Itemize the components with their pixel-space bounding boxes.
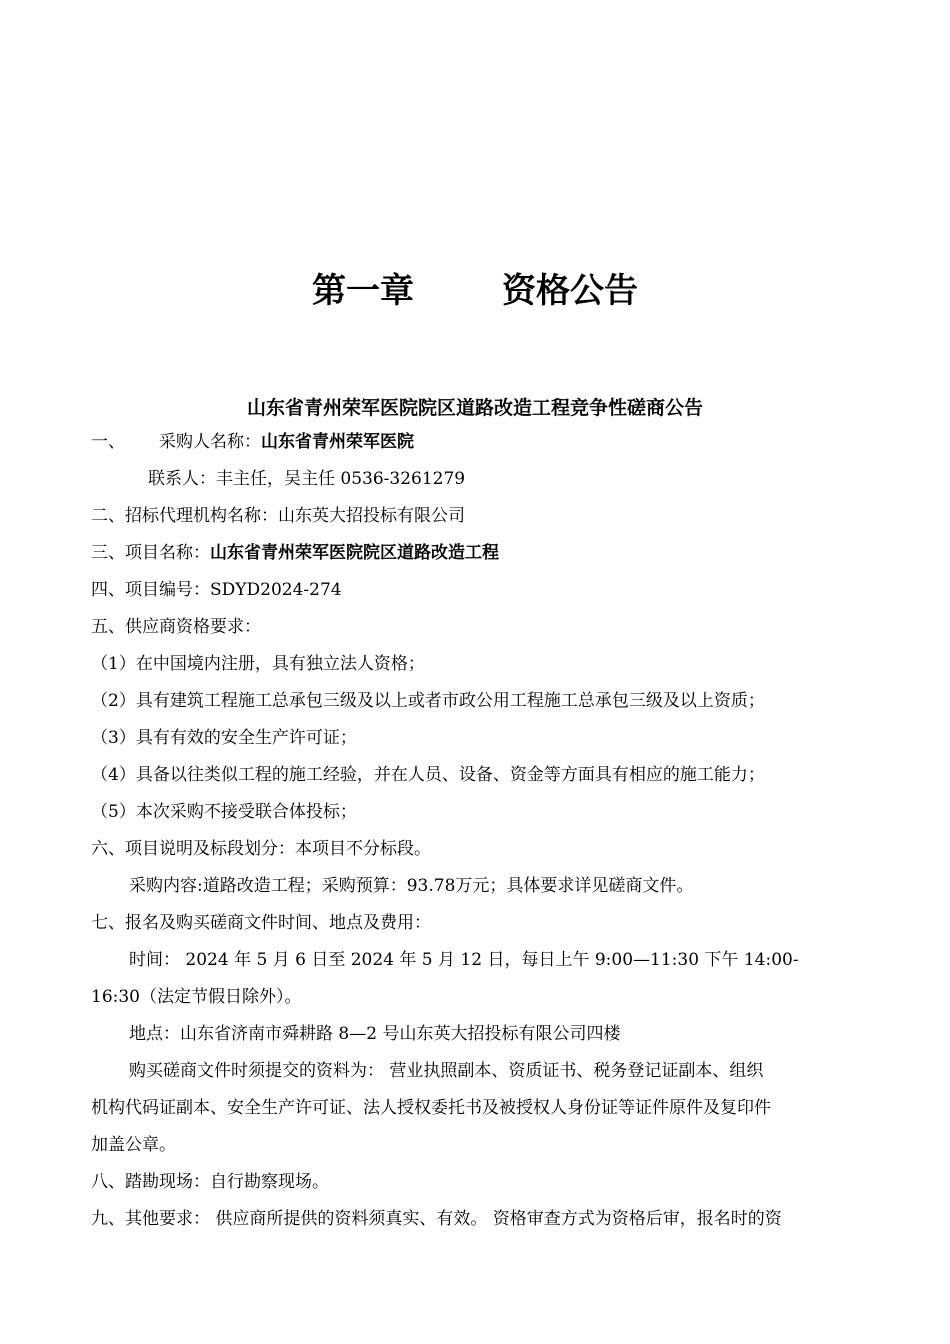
section-6-heading: 六、项目说明及标段划分：本项目不分标段。 bbox=[91, 839, 431, 859]
section-6-detail: 采购内容:道路改造工程；采购预算：93.78万元；具体要求详见磋商文件。 bbox=[129, 876, 694, 896]
section-5-heading: 五、供应商资格要求： bbox=[91, 617, 261, 637]
section-1-value: 山东省青州荣军医院 bbox=[261, 432, 414, 452]
chapter-heading bbox=[0, 263, 950, 312]
section-7-docs-line3: 加盖公章。 bbox=[91, 1135, 176, 1155]
section-3-project-name bbox=[91, 541, 499, 565]
section-3-key: 三、项目名称： bbox=[91, 543, 210, 563]
requirement-item: （2）具有建筑工程施工总承包三级及以上或者市政公用工程施工总承包三级及以上资质； bbox=[91, 691, 765, 711]
section-7-docs-line2: 机构代码证副本、安全生产许可证、法人授权委托书及被授权人身份证等证件原件及复印件 bbox=[91, 1098, 771, 1118]
section-7-time-line1: 时间： 2024 年 5 月 6 日至 2024 年 5 月 12 日，每日上午 9:00—11:30 下午 14:00- bbox=[129, 950, 799, 970]
section-7-place: 地点：山东省济南市舜耕路 8—2 号山东英大招投标有限公司四楼 bbox=[129, 1024, 621, 1044]
section-9-other: 九、其他要求： 供应商所提供的资料须真实、有效。 资格审查方式为资格后审，报名时的资 bbox=[91, 1209, 782, 1229]
section-3-value: 山东省青州荣军医院院区道路改造工程 bbox=[210, 543, 499, 563]
section-2-agency: 二、招标代理机构名称：山东英大招投标有限公司 bbox=[91, 506, 465, 526]
section-1-contact: 联系人：丰主任，吴主任 0536-3261279 bbox=[148, 469, 466, 489]
section-1-purchaser bbox=[91, 430, 414, 454]
section-4-project-number: 四、项目编号：SDYD2024-274 bbox=[91, 580, 342, 600]
announcement-title: 山东省青州荣军医院院区道路改造工程竞争性磋商公告 bbox=[246, 397, 703, 419]
section-1-label: 一、 bbox=[91, 432, 125, 452]
chapter-number: 第一章 bbox=[312, 271, 414, 311]
requirement-item: （5）本次采购不接受联合体投标； bbox=[91, 802, 357, 822]
section-7-heading: 七、报名及购买磋商文件时间、地点及费用： bbox=[91, 913, 431, 933]
section-1-key: 采购人名称： bbox=[159, 432, 261, 452]
requirement-item: （1）在中国境内注册，具有独立法人资格； bbox=[91, 654, 425, 674]
requirement-item: （3）具有有效的安全生产许可证； bbox=[91, 728, 357, 748]
section-7-docs-line1: 购买磋商文件时须提交的资料为： 营业执照副本、资质证书、税务登记证副本、组织 bbox=[129, 1061, 764, 1081]
chapter-title: 资格公告 bbox=[502, 271, 638, 311]
section-8-site-visit: 八、踏勘现场：自行勘察现场。 bbox=[91, 1172, 329, 1192]
section-7-time-line2: 16:30（法定节假日除外）。 bbox=[91, 987, 302, 1007]
requirement-item: （4）具备以往类似工程的施工经验，并在人员、设备、资金等方面具有相应的施工能力； bbox=[91, 765, 765, 785]
